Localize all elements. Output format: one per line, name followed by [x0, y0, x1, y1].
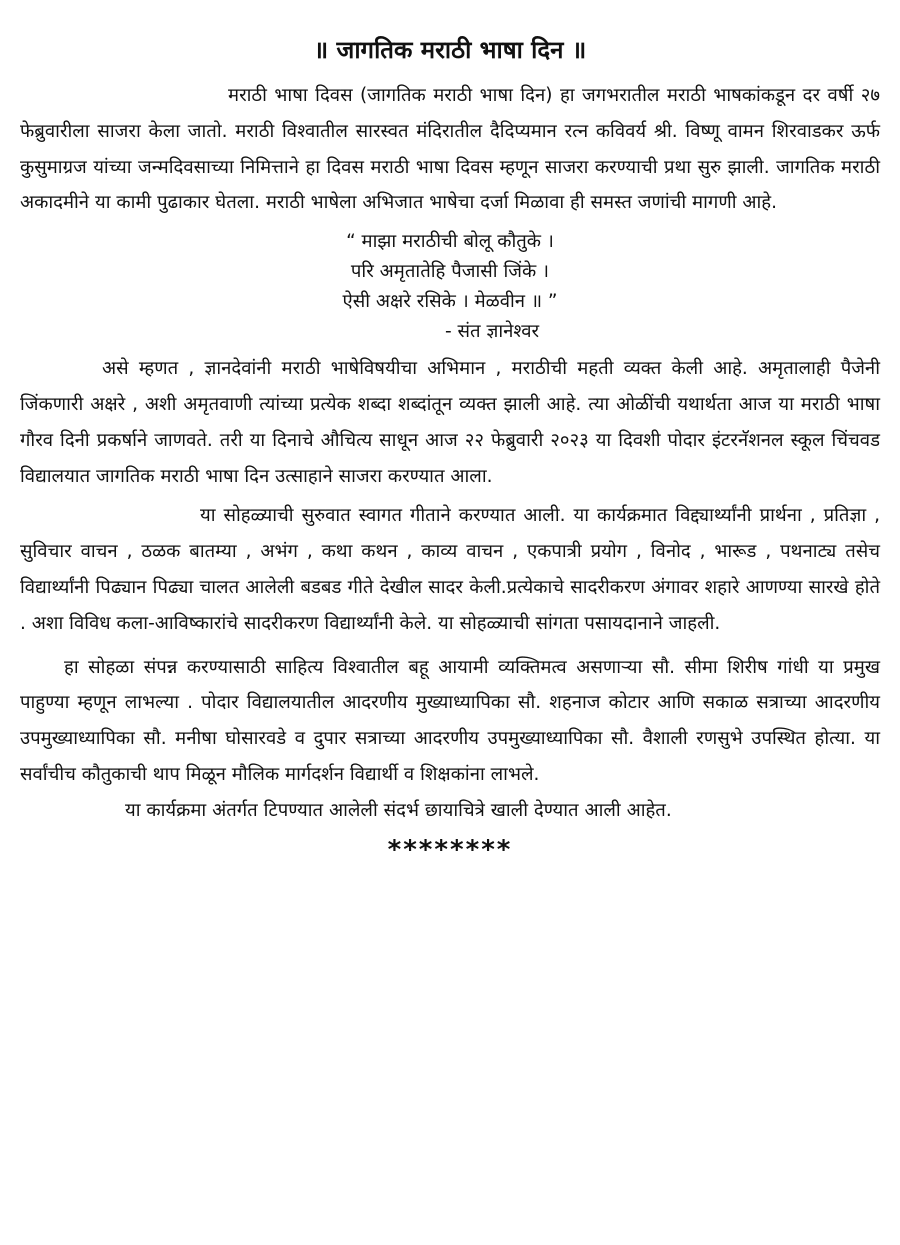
page-title: ॥ जागतिक मराठी भाषा दिन ॥	[313, 36, 587, 64]
quote-explanation-paragraph: असे म्हणत , ज्ञानदेवांनी मराठी भाषेविषयीचा अभिमान , मराठीची महती व्यक्त केली आहे. अमृतालाही पैजेनी जिंकणारी अक्षरे , अशी अमृतवाणी त्यांच्या प्रत्येक शब्दा शब्दांतून व्यक्त झाली आहे. त्या ओळींची यथार्थता आज या मराठी भाषा गौरव दिनी प्रकर्षाने जाणवते. तरी या दिनाचे औचित्य साधून आज २२ फेब्रुवारी २०२३ या दिवशी पोदार इंटरनॅशनल स्कूल चिंचवड विद्यालयात जागतिक मराठी भाषा दिन उत्साहाने साजरा करण्यात आला.	[20, 358, 880, 487]
intro-paragraph: मराठी भाषा दिवस (जागतिक मराठी भाषा दिन) हा जगभरातील मराठी भाषकांकडून दर वर्षी २७ फेब्रुवारीला साजरा केला जातो. मराठी विश्वातील सारस्वत मंदिरातील दैदिप्यमान रत्न कविवर्य श्री. विष्णू वामन शिरवाडकर ऊर्फ कुसुमाग्रज यांच्या जन्मदिवसाच्या निमित्ताने हा दिवस मराठी भाषा दिवस म्हणून साजरा करण्याची प्रथा सुरु झाली. जागतिक मराठी अकादमीने या कामी पुढाकार घेतला. मराठी भाषेला अभिजात भाषेचा दर्जा मिळावा ही समस्त जणांची मागणी आहे.	[20, 85, 880, 214]
verse-line-1: “ माझा मराठीची बोलू कौतुके ।	[346, 231, 554, 253]
verse-line-3: ऐसी अक्षरे रसिके । मेळवीन ॥ ”	[342, 291, 558, 313]
photos-note-paragraph: या कार्यक्रमा अंतर्गत टिपण्यात आलेली संदर्भ छायाचित्रे खाली देण्यात आली आहेत.	[125, 799, 672, 821]
guests-paragraph: हा सोहळा संपन्न करण्यासाठी साहित्य विश्वातील बहू आयामी व्यक्तिमत्व असणाऱ्या सौ. सीमा शिरीष गांधी या प्रमुख पाहुण्या म्हणून लाभल्या . पोदार विद्यालयातील आदरणीय मुख्याध्यापिका सौ. शहनाज कोटार आणि सकाळ सत्राच्या आदरणीय उपमुख्याध्यापिका सौ. मनीषा घोसारवडे व दुपार सत्राच्या आदरणीय उपमुख्याध्यापिका सौ. वैशाली रणसुभे उपस्थित होत्या. या सर्वांचीच कौतुकाची थाप मिळून मौलिक मार्गदर्शन विद्यार्थी व शिक्षकांना लाभले.	[20, 656, 880, 785]
end-marker: ********	[387, 834, 513, 865]
program-paragraph: या सोहळ्याची सुरुवात स्वागत गीताने करण्यात आली. या कार्यक्रमात विद्द्यार्थ्यांनी प्रार्थना , प्रतिज्ञा , सुविचार वाचन , ठळक बातम्या , अभंग , कथा कथन , काव्य वाचन , एकपात्री प्रयोग , विनोद , भारूड , पथनाट्य तसेच विद्यार्थ्यांनी पिढ्यान पिढ्या चालत आलेली बडबड गीते देखील सादर केली.प्रत्येकाचे सादरीकरण अंगावर शहारे आणण्या सारखे होते . अशा विविध कला-आविष्कारांचे सादरीकरण विद्यार्थ्यांनी केले. या सोहळ्याची सांगता पसायदानाने जाहली.	[20, 505, 880, 634]
verse-block	[20, 227, 880, 317]
verse-attribution: - संत ज्ञानेश्वर	[445, 321, 540, 343]
verse-line-2: परि अमृतातेहि पैजासी जिंके ।	[350, 261, 550, 283]
